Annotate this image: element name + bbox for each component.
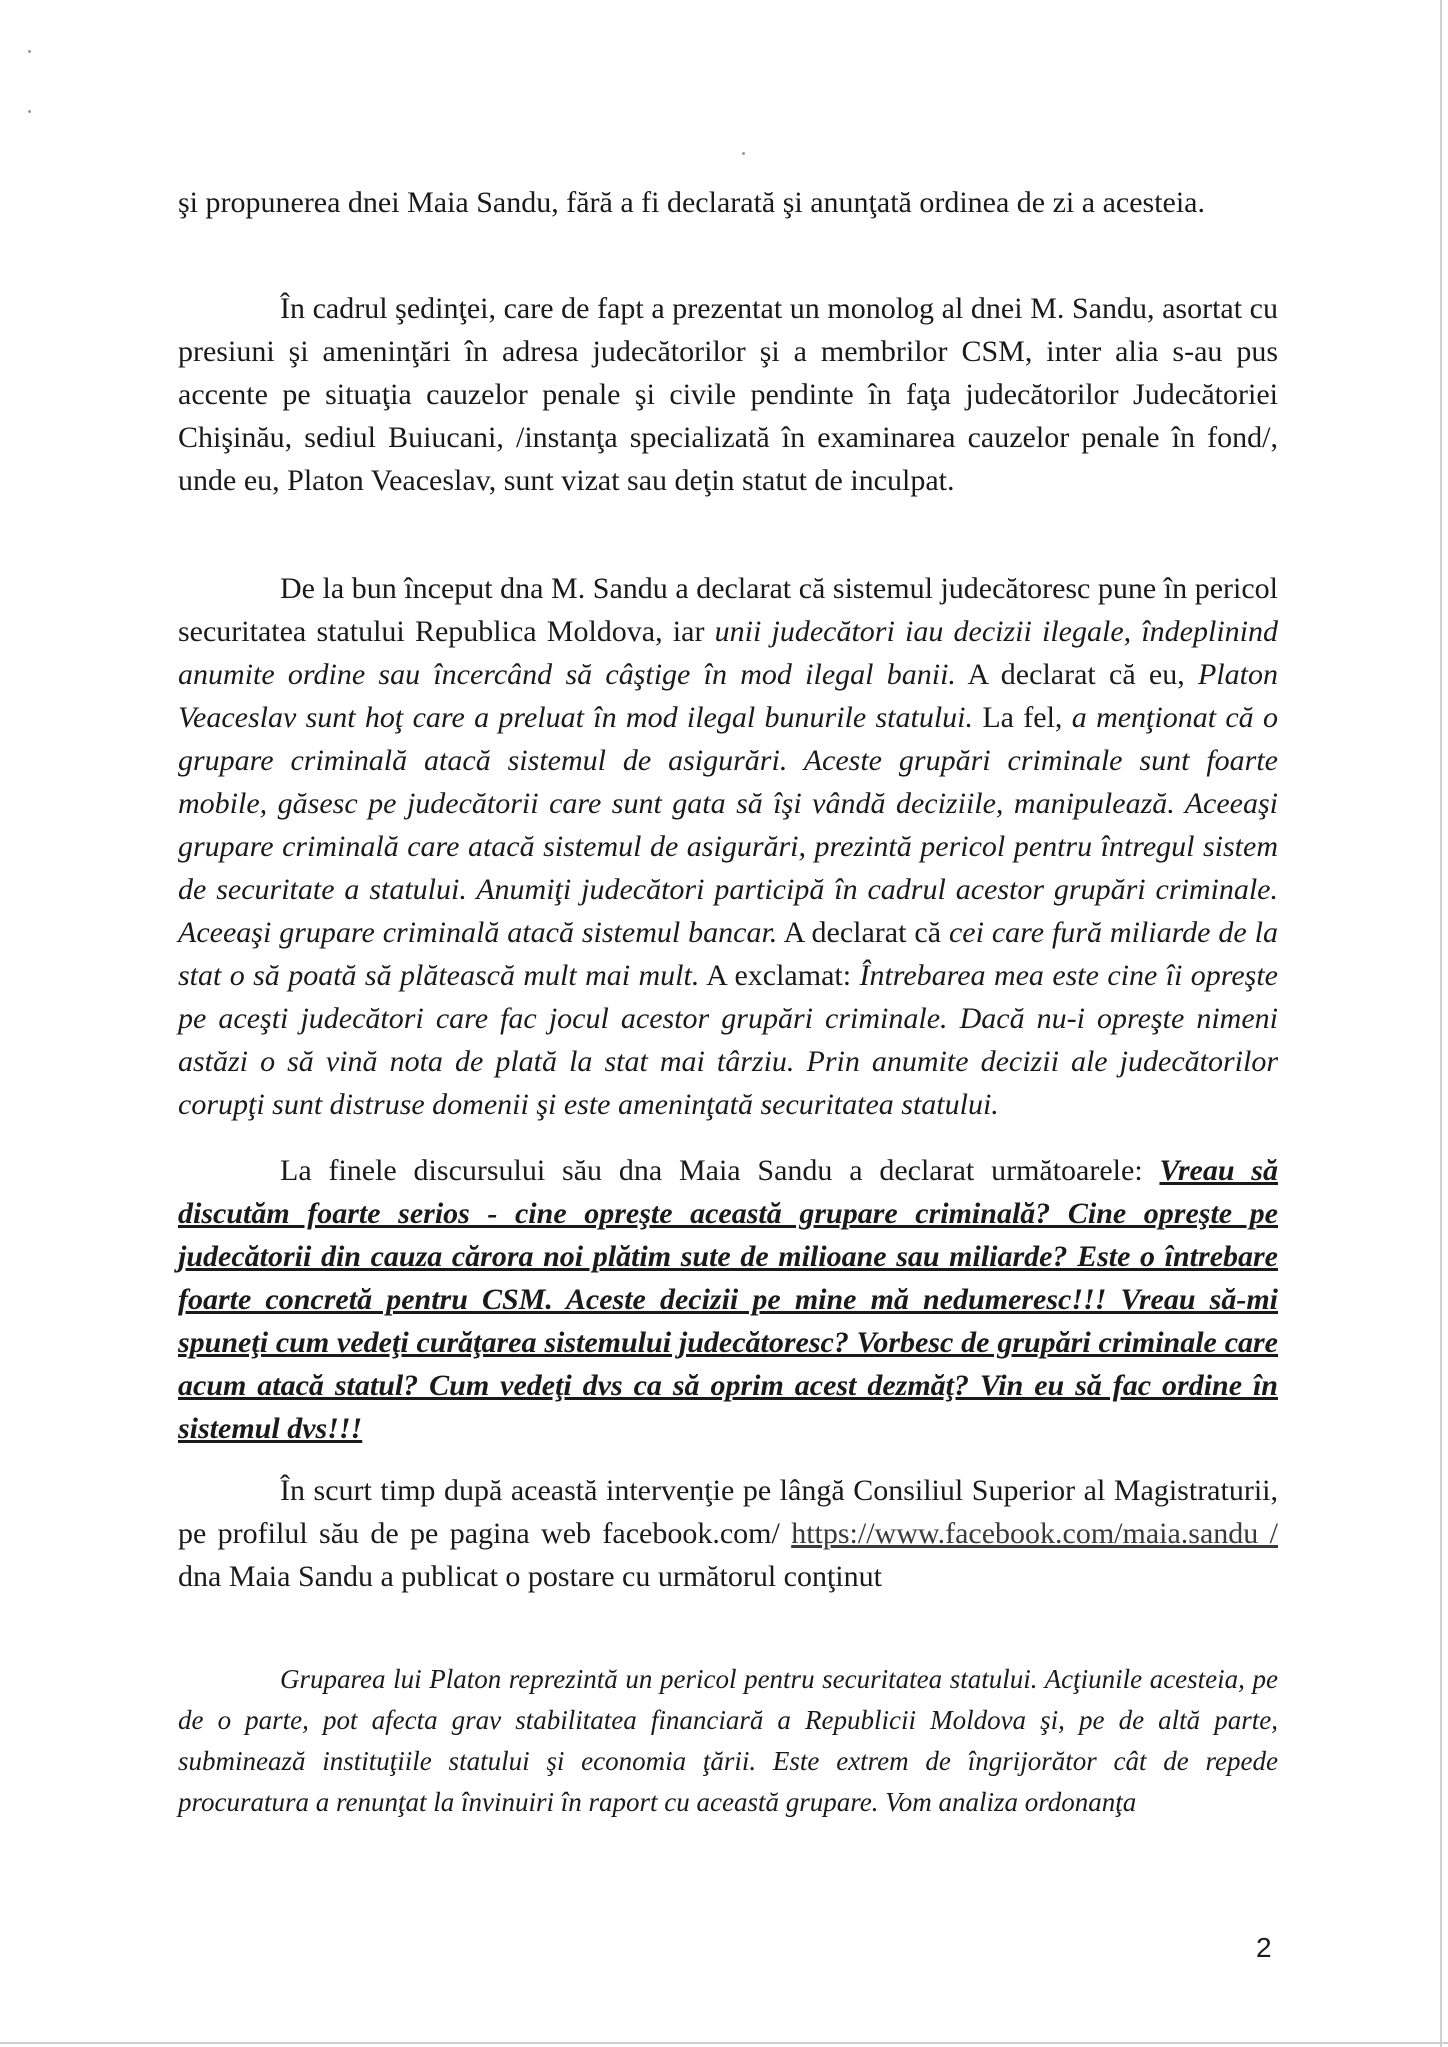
paragraph-3-text: A declarat că eu,: [955, 658, 1198, 691]
paragraph-3: [178, 567, 1278, 1126]
scan-speck: [742, 152, 745, 155]
paragraph-3-italic: Întrebarea mea este cine îi opreşte pe aceşti judecători care fac jocul acestor grupări criminale. Dacă nu-i opreşte nimeni astăzi o să vină nota de plată la stat mai târziu. Prin anumite decizii ale judecătorilor corupţi sunt distruse domenii şi este ameninţată securitatea statului.: [178, 959, 1278, 1121]
facebook-link[interactable]: https://www.facebook.com/maia.sandu /: [791, 1517, 1278, 1550]
scan-border-right: [1440, 0, 1442, 2047]
facebook-post-quote: [178, 1659, 1278, 1823]
paragraph-5: [178, 1469, 1278, 1598]
quote-text: Gruparea lui Platon reprezintă un pericol pentru securitatea statului. Acţiunile acesteia, pe de o parte, pot afecta grav stabilitatea financiară a Republicii Moldova şi, pe de altă parte, subminează instituţiile statului şi economia ţării. Este extrem de îngrijorător cât de repede procuratura a renunţat la învinuiri în raport cu această grupare. Vom analiza ordonanţa: [178, 1664, 1278, 1817]
paragraph-3-italic: a menţionat că o grupare criminală atacă sistemul de asigurări. Aceste grupări criminale sunt foarte mobile, găsesc pe judecătorii care sunt gata să îşi vândă deciziile, manipulează. Aceeaşi grupare criminală care atacă sistemul de asigurări, prezintă pericol pentru întregul sistem de securitate a statului. Anumiţi judecători participă în cadrul acestor grupări criminale. Aceeaşi grupare criminală atacă sistemul bancar.: [178, 701, 1278, 949]
paragraph-3-text: A exclamat:: [699, 959, 860, 992]
paragraph-1: [178, 181, 1278, 224]
paragraph-1-text: şi propunerea dnei Maia Sandu, fără a fi declarată şi anunţată ordinea de zi a acesteia.: [178, 186, 1206, 219]
paragraph-4: [178, 1149, 1278, 1450]
paragraph-5-text: dna Maia Sandu a publicat o postare cu următorul conţinut: [178, 1560, 882, 1593]
paragraph-5-text: În scurt timp după această intervenţie pe lângă Consiliul Superior al Magistraturii, pe profilul său de pe pagina web facebook.com/: [178, 1474, 1278, 1550]
paragraph-2-text: În cadrul şedinţei, care de fapt a prezentat un monolog al dnei M. Sandu, asortat cu presiuni şi ameninţări în adresa judecătorilor şi a membrilor CSM, inter alia s-au pus accente pe situaţia cauzelor penale şi civile pendinte în faţa judecătorilor Judecătoriei Chişinău, sediul Buiucani, /instanţa specializată în examinarea cauzelor penale în fond/, unde eu, Platon Veaceslav, sunt vizat sau deţin statut de inculpat.: [178, 292, 1278, 497]
paragraph-3-text: La fel,: [973, 701, 1072, 734]
paragraph-4-emphasized-quote: Vreau să discutăm foarte serios - cine opreşte această grupare criminală? Cine opreşte pe judecătorii din cauza cărora noi plătim sute de milioane sau miliarde? Este o întrebare foarte concretă pentru CSM. Aceste decizii pe mine mă nedumeresc!!! Vreau să-mi spuneţi cum vedeţi curăţarea sistemului judecătoresc? Vorbesc de grupări criminale care acum atacă statul? Cum vedeţi dvs ca să oprim acest dezmăţ? Vin eu să fac ordine în sistemul dvs!!!: [178, 1154, 1278, 1445]
scan-border-bottom: [0, 2042, 1448, 2044]
paragraph-3-italic: unii judecători iau decizii ilegale, îndeplinind anumite ordine sau încercând să câştige în mod ilegal banii.: [178, 615, 1278, 691]
paragraph-3-italic: Platon Veaceslav sunt hoţ care a preluat în mod ilegal bunurile statului.: [178, 658, 1278, 734]
page-number: 2: [1256, 1932, 1272, 1963]
paragraph-3-italic: cei care fură miliarde de la stat o să poată să plătească mult mai mult.: [178, 916, 1278, 992]
scan-speck: [28, 110, 31, 113]
paragraph-3-text: De la bun început dna M. Sandu a declarat că sistemul judecătoresc pune în pericol securitatea statului Republica Moldova, iar: [178, 572, 1278, 648]
paragraph-3-text: A declarat că: [777, 916, 949, 949]
paragraph-4-text: La finele discursului său dna Maia Sandu a declarat următoarele:: [280, 1154, 1160, 1187]
scan-speck: [28, 50, 31, 53]
paragraph-2: [178, 287, 1278, 502]
